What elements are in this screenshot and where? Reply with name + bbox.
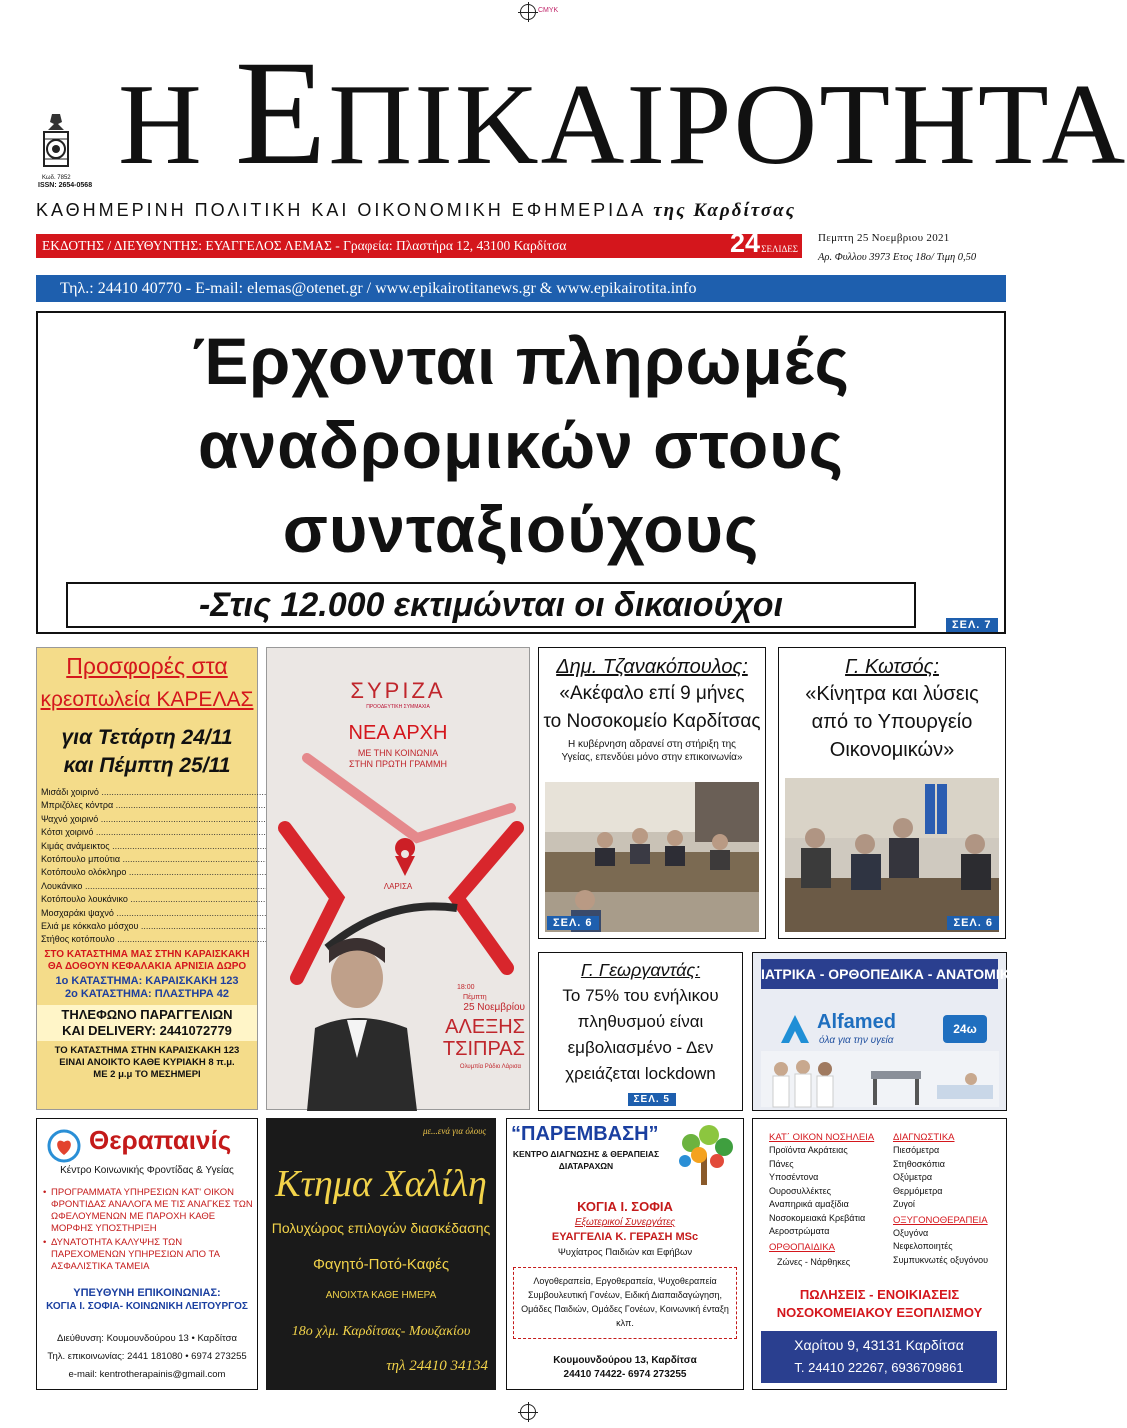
- publisher-bar: [36, 228, 802, 258]
- karelas-note-2: ΘΑ ΔΟΘΟΥΝ ΚΕΦΑΛΑΚΙΑ ΑΡΝΙΣΙΑ ΔΩΡΟ: [47, 960, 247, 972]
- code-label: Κωδ. 7852: [42, 175, 71, 181]
- poster-venue: Ολυμπία Ράδιο Λάρισα: [459, 1064, 521, 1070]
- georg-title: Γ. Γεωργαντάς:: [580, 960, 701, 980]
- alfa2-item: Οξυγόνα: [893, 1227, 929, 1238]
- alfa2-item: Στηθοσκόπια: [893, 1158, 945, 1169]
- alfa2-address: Χαρίτου 9, 43131 Καρδίτσα: [794, 1337, 964, 1353]
- kotsos-quote-2: από το Υπουργείο: [811, 711, 973, 733]
- karelas-title-1: Προσφορές στα: [66, 653, 228, 679]
- poster-name-2: ΤΣΙΠΡΑΣ: [442, 1038, 525, 1060]
- masthead-title-first: Η: [118, 61, 204, 189]
- price-row: Ελιά με κόκκαλο μόσχου .....: [37, 920, 257, 933]
- paremvasi-services-box: [513, 1267, 737, 1339]
- alfa2-col-1: [769, 1131, 887, 1269]
- alfa2-item: Ζώνες - Νάρθηκες: [777, 1256, 851, 1267]
- therapainis-email: e-mail: kentrotherapainis@gmail.com: [68, 1369, 226, 1380]
- alfamed-badge: 24ω: [943, 1015, 987, 1043]
- karelas-day-2: και Πέμπτη 25/11: [63, 754, 231, 777]
- karelas-note-1: ΣΤΟ ΚΑΤΑΣΤΗΜΑ ΜΑΣ ΣΤΗΝ ΚΑΡΑΙΣΚΑΚΗ: [44, 948, 250, 960]
- karelas-phone-box: [37, 1005, 257, 1041]
- tagline: [36, 200, 996, 222]
- ktima-line-1: Πολυχώρος επιλογών διασκέδασης: [271, 1220, 491, 1236]
- alfa2-contact-bar: [761, 1331, 997, 1383]
- karelas-butcher-ad: [36, 647, 258, 1110]
- poster-time: 18:00: [457, 984, 475, 991]
- paremvasi-title: “ΠΑΡΕΜΒΑΣΗ”: [511, 1123, 659, 1145]
- ktima-chalili-ad: [266, 1118, 496, 1390]
- poster-sub-1: ΜΕ ΤΗΝ ΚΟΙΝΩΝΙΑ: [357, 748, 439, 758]
- poster-city: ΛΑΡΙΣΑ: [383, 882, 413, 891]
- paremvasi-address: Κουμουνδούρου 13, Καρδίτσα: [553, 1355, 697, 1366]
- georgantas-article: [538, 952, 743, 1111]
- alfa2-item: Πιεσόμετρα: [893, 1145, 940, 1155]
- paremvasi-services: Λογοθεραπεία, Εργοθεραπεία, Ψυχοθεραπεία Συμβουλευτική Γονέων, Ειδική Διαπαιδαγώγηση, Ομάδες Παιδιών, Ομάδες Γονέων, Κοινωνική ένταξη κλπ.: [521, 1276, 729, 1328]
- alfa2-col-2: [893, 1131, 1005, 1267]
- masthead-title-big-letter: Ε: [234, 30, 329, 196]
- georg-line-1: Το 75% του ενήλικου: [562, 986, 719, 1005]
- alfa2-heading-diagnostics: ΔΙΑΓΝΩΣΤΙΚΑ: [893, 1132, 955, 1143]
- alfa2-item: Πάνες: [769, 1158, 794, 1169]
- price-row: Μισάδι χοιρινό .....: [37, 786, 257, 799]
- alfamed-banner: ΙΑΤΡΙΚΑ - ΟΡΘΟΠΕΔΙΚΑ - ΑΝΑΤΟΜΙΚΑ: [761, 959, 998, 989]
- paremvasi-ad: [506, 1118, 744, 1390]
- alfa2-item: Ζυγοί: [893, 1199, 915, 1209]
- issn-label: ISSN: 2654-0568: [38, 182, 93, 189]
- registration-mark-top: [520, 4, 536, 20]
- paremvasi-sub-1: ΚΕΝΤΡΟ ΔΙΑΓΝΩΣΗΣ & ΘΕΡΑΠΕΙΑΣ: [512, 1149, 660, 1159]
- karelas-day-1: για Τετάρτη 24/11: [61, 726, 233, 749]
- tzanakopoulos-article: [538, 647, 766, 939]
- karelas-foot-1: ΤΟ ΚΑΤΑΣΤΗΜΑ ΣΤΗΝ ΚΑΡΑΙΣΚΑΚΗ 123: [54, 1044, 240, 1056]
- poster-day: Πέμπτη: [463, 994, 487, 1001]
- masthead-title-rest: ΠΙΚΑΙΡΟΤΗΤΑ: [328, 61, 1127, 189]
- therapainis-subtitle: Κέντρο Κοινωνικής Φροντίδας & Υγείας: [60, 1165, 234, 1176]
- alfa2-item: Νεφελοποιητές: [893, 1241, 953, 1251]
- karelas-foot-3: ΜΕ 2 μ.μ ΤΟ ΜΕΣΗΜΕΡΙ: [93, 1068, 201, 1080]
- therapainis-logo-icon: [47, 1129, 81, 1163]
- kotsos-title: Γ. Κωτσός:: [845, 656, 939, 678]
- price-row: Στήθος κοτόπουλο .....: [37, 933, 257, 946]
- karelas-price-list: [37, 786, 257, 947]
- price-row: Μοσχαράκι ψαχνό .....: [37, 907, 257, 920]
- ktima-line-2: Φαγητό-Ποτό-Καφές: [312, 1256, 450, 1273]
- alfa2-sale-2: ΝΟΣΟΚΟΜΕΙΑΚΟΥ ΕΞΟΠΛΙΣΜΟΥ: [776, 1305, 983, 1320]
- therapainis-bullets: [41, 1187, 253, 1273]
- kotsos-page-ref: ΣΕΛ. 6: [947, 916, 999, 930]
- alfa2-item: Οξύμετρα: [893, 1172, 933, 1182]
- alfa2-heading-orthopedic: ΟΡΘΟΠΑΙΔΙΚΑ: [769, 1241, 835, 1253]
- alfamed-staff-photo: [761, 1051, 999, 1107]
- price-row: Κότσι χοιρινό .....: [37, 826, 257, 839]
- poster-headline: ΝΕΑ ΑΡΧΗ: [348, 722, 448, 744]
- karelas-phone-1: ΤΗΛΕΦΩΝΟ ΠΑΡΑΓΓΕΛΙΩΝ: [61, 1006, 233, 1022]
- syriza-event-poster: [266, 647, 530, 1110]
- headline-line-2: αναδρομικών στους: [198, 408, 844, 482]
- alfa2-item: Αναπηρικά αμαξίδια: [769, 1199, 849, 1209]
- color-mark-label: CMYK: [538, 7, 559, 14]
- ktima-line-5: τηλ 24410 34134: [386, 1358, 488, 1374]
- therapainis-tel: Τηλ. επικοινωνίας: 2441 181080 • 6974 273255: [47, 1351, 247, 1362]
- poster-sub-2: ΣΤΗΝ ΠΡΩΤΗ ΓΡΑΜΜΗ: [348, 759, 448, 769]
- alfa2-sale-1: ΠΩΛΗΣΕΙΣ - ΕΝΟΙΚΙΑΣΕΙΣ: [799, 1287, 960, 1302]
- tzanak-title: Δημ. Τζανακόπουλος:: [556, 656, 748, 678]
- price-row: Λουκάνικο .....: [37, 880, 257, 893]
- therapainis-contact-2: ΚΟΓΙΑ Ι. ΣΟΦΙΑ- ΚΟΙΝΩΝΙΚΗ ΛΕΙΤΟΥΡΓΟΣ: [46, 1301, 248, 1312]
- kotsos-article: [778, 647, 1006, 939]
- karelas-store-2: 2ο ΚΑΤΑΣΤΗΜΑ: ΠΛΑΣΤΗΡΑ 42: [64, 987, 230, 1000]
- therapainis-address: Διεύθυνση: Κουμουνδούρου 13 • Καρδίτσα: [57, 1333, 237, 1344]
- pages-count: 24: [729, 228, 760, 258]
- registration-mark-bottom: [520, 1404, 536, 1420]
- alfa2-item: Προϊόντα Ακράτειας: [769, 1145, 848, 1155]
- tree-logo-icon: [669, 1121, 739, 1189]
- kotsos-quote-1: «Κίνητρα και λύσεις: [805, 683, 979, 705]
- price-row: Κοτόπουλο μπούτια .....: [37, 853, 257, 866]
- therapainis-title: Θεραπαινίς: [89, 1125, 232, 1155]
- syriza-logo-sub: ΠΡΟΟΔΕΥΤΙΚΗ ΣΥΜΜΑΧΙΑ: [366, 704, 430, 710]
- karelas-foot-2: ΕΙΝΑΙ ΑΝΟΙΚΤΟ ΚΑΘΕ ΚΥΡΙΑΚΗ 8 π.μ.: [59, 1056, 235, 1068]
- alfa2-item: Αεροστρώματα: [769, 1226, 830, 1236]
- alfamed-slogan: όλα για την υγεία: [819, 1035, 894, 1046]
- tagline-city: της Καρδίτσας: [653, 200, 797, 221]
- price-row: Κοτόπουλο λουκάνικο .....: [37, 893, 257, 906]
- alfa2-heading-home-care: ΚΑΤ΄ ΟΙΚΟΝ ΝΟΣΗΛΕΙΑ: [769, 1132, 875, 1143]
- headline-subhead: -Στις 12.000 εκτιμώνται οι δικαιούχοι: [66, 582, 916, 628]
- poster-date: 25 Νοεμβρίου: [463, 1002, 525, 1013]
- paremvasi-sub-2: ΔΙΑΤΑΡΑΧΩΝ: [558, 1161, 614, 1171]
- ktima-line-3: ΑΝΟΙΧΤΑ ΚΑΘΕ ΗΜΕΡΑ: [325, 1290, 437, 1301]
- issue-number: Αρ. Φυλλου 3973 Ετος 18ο/ Τιμη 0,50: [818, 252, 977, 263]
- alfa2-item: Θερμόμετρα: [893, 1185, 943, 1196]
- price-row: Κοτόπουλο ολόκληρο .....: [37, 866, 257, 879]
- georg-page-ref: ΣΕΛ. 5: [628, 1093, 676, 1106]
- alfa2-item: Ουροσυλλέκτες: [769, 1185, 831, 1196]
- alfamed-logo: Alfamed: [817, 1011, 896, 1033]
- paremvasi-tel: 24410 74422- 6974 273255: [563, 1369, 687, 1380]
- alfamed-services-ad: [752, 1118, 1007, 1390]
- therapainis-contact-1: ΥΠΕΥΘΥΝΗ ΕΠΙΚΟΙΝΩΝΙΑΣ:: [73, 1287, 221, 1299]
- tzanak-quote-1: «Ακέφαλο επί 9 μήνες: [559, 683, 745, 704]
- syriza-logo: ΣΥΡΙΖΑ: [350, 678, 446, 703]
- alfa2-tel: Τ. 24410 22267, 6936709861: [794, 1360, 964, 1375]
- contact-bar: Τηλ.: 24410 40770 - E-mail: elemas@otenet.gr / www.epikairotitanews.gr & www.epikairotita.info: [36, 275, 1006, 302]
- newspaper-seal-logo: [38, 112, 93, 192]
- paremvasi-name-2: ΕΥΑΓΓΕΛΙΑ Κ. ΓΕΡΑΣΗ MSc: [551, 1231, 699, 1243]
- publisher-text: ΕΚΔΟΤΗΣ / ΔΙΕΥΘΥΝΤΗΣ: ΕΥΑΓΓΕΛΟΣ ΛΕΜΑΣ - Γραφεία: Πλαστήρα 12, 43100 Καρδίτσα: [42, 238, 567, 253]
- paremvasi-external: Εξωτερικοί Συνεργάτες: [574, 1217, 676, 1228]
- ktima-line-4: 18ο χλμ. Καρδίτσας- Μουζακίου: [291, 1324, 471, 1339]
- kotsos-meeting-photo: [785, 778, 999, 932]
- karelas-title-2: κρεοπωλεία ΚΑΡΕΛΑΣ: [40, 688, 254, 711]
- georg-line-2: πληθυσμού είναι: [577, 1012, 704, 1031]
- alfa2-item: Συμπυκνωτές οξυγόνου: [893, 1254, 988, 1265]
- price-row: Μπριζόλες κόντρα .....: [37, 799, 257, 812]
- alfa2-heading-oxygen: ΟΞΥΓΟΝΟΘΕΡΑΠΕΙΑ: [893, 1214, 988, 1226]
- masthead-title: [118, 30, 1127, 196]
- tzanak-meeting-photo: [545, 782, 759, 932]
- ktima-top-line: με...ενά για όλους: [422, 1126, 486, 1136]
- therapainis-ad: [36, 1118, 258, 1390]
- karelas-phone-2: ΚΑΙ DELIVERY: 2441072779: [62, 1022, 232, 1038]
- tagline-text: ΚΑΘΗΜΕΡΙΝΗ ΠΟΛΙΤΙΚΗ ΚΑΙ ΟΙΚΟΝΟΜΙΚΗ ΕΦΗΜΕΡΙΔΑ: [36, 200, 646, 220]
- georg-line-4: χρειάζεται lockdown: [565, 1064, 716, 1083]
- pages-word: ΣΕΛΙΔΕΣ: [761, 244, 798, 254]
- poster-name-1: ΑΛΕΞΗΣ: [445, 1016, 525, 1038]
- kotsos-quote-3: Οικονομικών»: [829, 739, 955, 761]
- tzanak-small-1: Η κυβέρνηση αδρανεί στη στήριξη της: [568, 739, 736, 750]
- alfa2-item: Υποσέντονα: [769, 1172, 819, 1182]
- tzanak-small-2: Υγείας, επενδύει μόνο στην επικοινωνία»: [561, 752, 743, 763]
- paremvasi-role: Ψυχίατρος Παιδιών και Εφήβων: [557, 1247, 693, 1258]
- price-row: Κιμάς ανάμεικτος .....: [37, 840, 257, 853]
- georg-line-3: εμβολιασμένο - Δεν: [567, 1038, 714, 1057]
- price-row: Ψαχνό χοιρινό .....: [37, 813, 257, 826]
- headline-page-ref: ΣΕΛ. 7: [946, 618, 998, 632]
- issue-date: Πεμπτη 25 Νοεμβριου 2021: [818, 232, 950, 244]
- alfamed-logo-icon: [777, 1011, 813, 1047]
- karelas-store-1: 1ο ΚΑΤΑΣΤΗΜΑ: ΚΑΡΑΙΣΚΑΚΗ 123: [55, 974, 239, 987]
- headline-line-1: Έρχονται πληρωμές: [192, 324, 850, 398]
- therapainis-bullet: • ΠΡΟΓΡΑΜΜΑΤΑ ΥΠΗΡΕΣΙΩΝ ΚΑΤ' ΟΙΚΟΝ ΦΡΟΝΤΙΔΑΣ ΑΝΑΛΟΓΑ ΜΕ ΤΙΣ ΑΝΑΓΚΕΣ ΤΩΝ ΩΦΕΛΟΥΜΕΝΩΝ ΜΕ ΠΑΡΟΧΗ ΚΑΘΕ ΜΟΡΦΗΣ ΥΠΟΣΤΗΡΙΞΗ: [41, 1187, 253, 1235]
- paremvasi-name: ΚΟΓΙΑ Ι. ΣΟΦΙΑ: [577, 1199, 673, 1214]
- headline-line-3: συνταξιούχους: [282, 492, 760, 566]
- alfa2-item: Νοσοκομειακά Κρεβάτια: [769, 1212, 866, 1223]
- therapainis-bullet: • ΔΥΝΑΤΟΤΗΤΑ ΚΑΛΥΨΗΣ ΤΩΝ ΠΑΡΕΧΟΜΕΝΩΝ ΥΠΗΡΕΣΙΩΝ ΑΠΟ ΤΑ ΑΣΦΑΛΙΣΤΙΚΑ ΤΑΜΕΙΑ: [41, 1237, 253, 1273]
- alfamed-ad: [752, 952, 1020, 1111]
- tzanak-page-ref: ΣΕΛ. 6: [547, 916, 599, 930]
- ktima-name: Κτημα Χαλίλη: [275, 1163, 487, 1205]
- tzanak-quote-2: το Νοσοκομείο Καρδίτσας: [543, 711, 761, 732]
